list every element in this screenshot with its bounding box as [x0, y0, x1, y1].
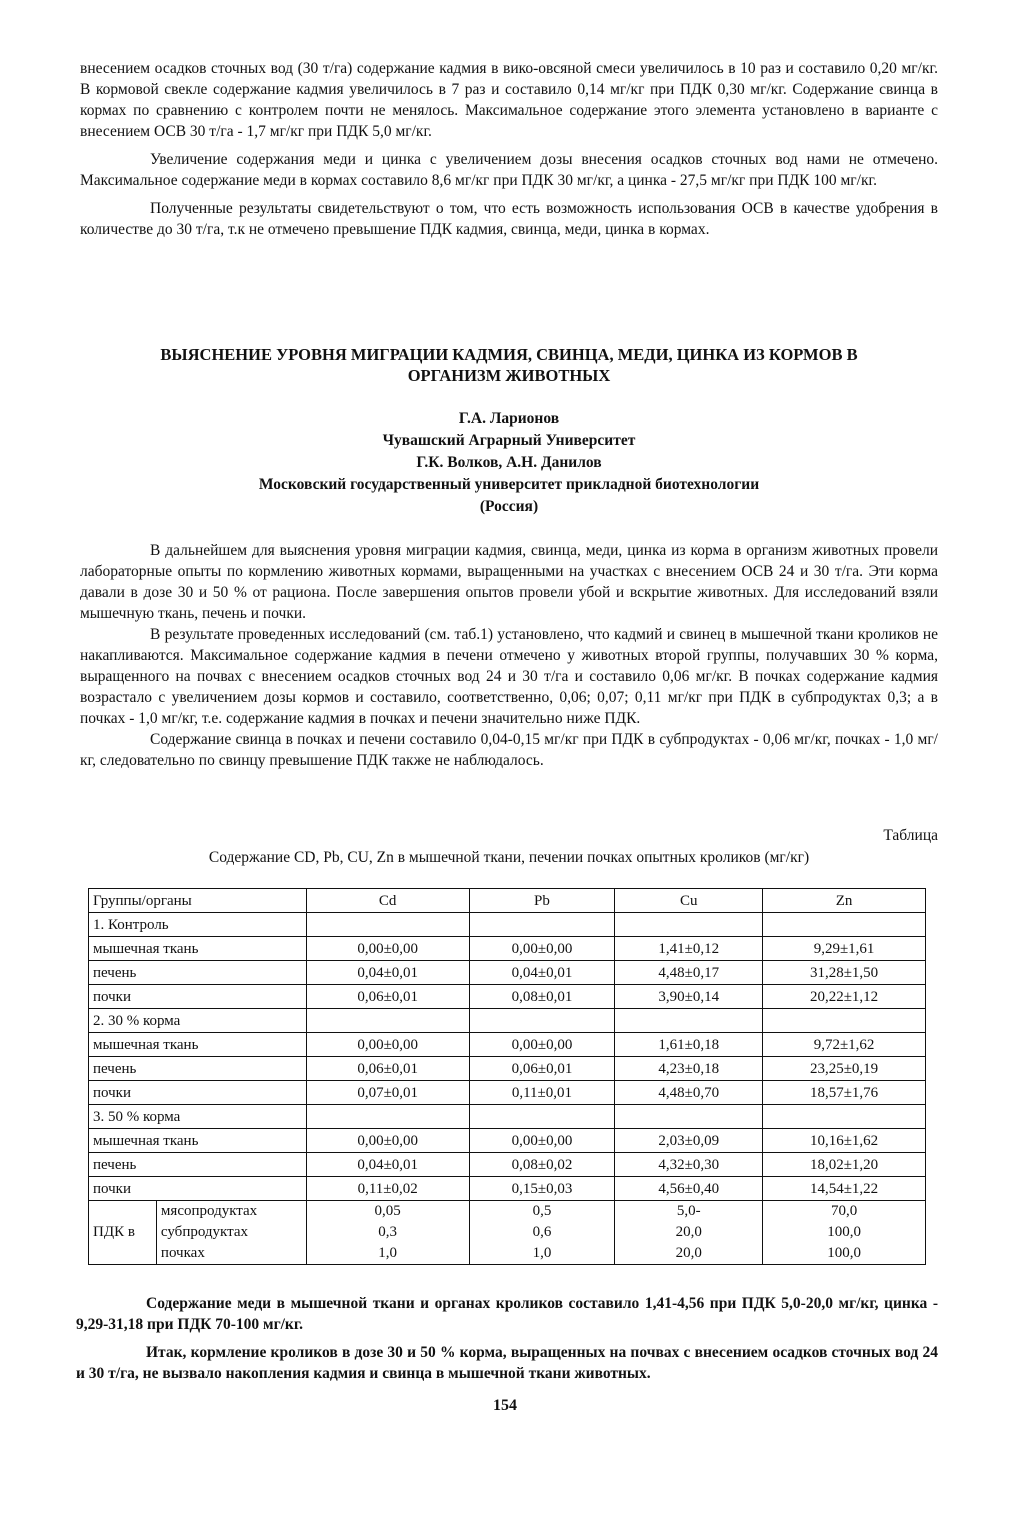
organ-label: печень — [89, 961, 307, 985]
empty-cell — [763, 913, 926, 937]
pdk-values — [763, 1201, 926, 1265]
value-cell: 9,72±1,62 — [763, 1033, 926, 1057]
column-header: Группы/органы — [89, 889, 307, 913]
pdk-label: ПДК в — [89, 1201, 157, 1265]
organ-label: мышечная ткань — [89, 1129, 307, 1153]
paragraph: Содержание свинца в почках и печени составило 0,04-0,15 мг/кг при ПДК в субпродуктах - 0,06 мг/кг, почках - 1,0 мг/кг, следовательно по свинцу превышение ПДК также не наблюдалось. — [80, 731, 938, 769]
paragraph: В результате проведенных исследований (см. таб.1) установлено, что кадмий и свинец в мышечной ткани кроликов не накапливаются. Максимальное содержание кадмия в печени отмечено у животных второй группы, получавших 30 % корма, выращенного на почвах с внесением осадков сточных вод 24 и 30 т/га и составило 0,06 мг/кг. В почках содержание кадмия возрастало с увеличением дозы кормов и составило, соответственно, 0,06; 0,07; 0,11 мг/кг при ПДК в субпродуктах 0,3; а в почках - 1,0 мг/кг, т.е. содержание кадмия в почках и печени значительно ниже ПДК. — [80, 626, 938, 727]
body-section — [80, 540, 938, 771]
column-header: Cu — [615, 889, 763, 913]
table-caption: Содержание CD, Pb, CU, Zn в мышечной ткани, печении почках опытных кроликов (мг/кг) — [208, 849, 810, 866]
pdk-value: 0,6 — [532, 1224, 552, 1240]
affiliation: Чувашский Аграрный Университет — [382, 432, 636, 449]
value-cell: 0,15±0,03 — [469, 1177, 615, 1201]
value-cell: 0,00±0,00 — [469, 1033, 615, 1057]
value-cell: 14,54±1,22 — [763, 1177, 926, 1201]
group-label: 1. Контроль — [89, 913, 307, 937]
paragraph: внесением осадков сточных вод (30 т/га) содержание кадмия в вико-овсяной смеси увеличилось в 10 раз и составило 0,20 мг/кг. В кормовой свекле содержание кадмия увеличилось в 7 раз и составило 0,14 мг/кг при ПДК 0,30 мг/кг. Содержание свинца в кормах по сравнению с контролем почти не менялось. Максимальное содержание этого элемента установлено в варианте с внесением ОСВ 30 т/га - 1,7 мг/кг при ПДК 5,0 мг/кг. — [80, 60, 938, 140]
table-label: Таблица — [883, 827, 938, 844]
table-header-row — [89, 889, 926, 913]
pdk-value: 5,0- — [676, 1203, 701, 1219]
pdk-values — [469, 1201, 615, 1265]
empty-cell — [469, 913, 615, 937]
paragraph: Увеличение содержания меди и цинка с увеличением дозы внесения осадков сточных вод нами не отмечено. Максимальное содержание меди в кормах составило 8,6 мг/кг при ПДК 30 мг/кг, а цинка - 27,5 мг/кг при ПДК 100 мг/кг. — [80, 151, 938, 189]
value-cell: 0,06±0,01 — [306, 1057, 469, 1081]
empty-cell — [306, 1009, 469, 1033]
pdk-sublabel: мясопродуктах — [160, 1203, 258, 1219]
table-row — [89, 1081, 926, 1105]
pdk-value: 20,0 — [675, 1245, 702, 1261]
empty-cell — [615, 913, 763, 937]
organ-label: печень — [89, 1153, 307, 1177]
pdk-value: 70,0 — [830, 1203, 858, 1219]
table-row — [89, 1057, 926, 1081]
pdk-row — [89, 1201, 926, 1265]
organ-label: почки — [89, 1081, 307, 1105]
column-header: Zn — [763, 889, 926, 913]
empty-cell — [763, 1105, 926, 1129]
paragraph: Содержание меди в мышечной ткани и органах кроликов составило 1,41-4,56 при ПДК 5,0-20,0 мг/кг, цинка - 9,29-31,18 при ПДК 70-100 мг/кг. — [76, 1295, 938, 1333]
table-row — [89, 1033, 926, 1057]
empty-cell — [763, 1009, 926, 1033]
value-cell: 0,11±0,02 — [306, 1177, 469, 1201]
pdk-values — [615, 1201, 763, 1265]
pdk-value: 1,0 — [532, 1245, 552, 1261]
value-cell: 4,48±0,17 — [615, 961, 763, 985]
pdk-value: 0,5 — [532, 1203, 552, 1219]
author-name: Г.К. Волков, А.Н. Данилов — [416, 454, 602, 471]
pdk-value: 100,0 — [827, 1245, 861, 1261]
table-row — [89, 1153, 926, 1177]
empty-cell — [306, 1105, 469, 1129]
paragraph: Итак, кормление кроликов в дозе 30 и 50 % корма, выращенных на почвах с внесением осадков сточных вод 24 и 30 т/га, не вызвало накопления кадмия и свинца в мышечной ткани животных. — [76, 1344, 938, 1382]
value-cell: 18,02±1,20 — [763, 1153, 926, 1177]
pdk-value: 20,0 — [675, 1224, 702, 1240]
authors-block — [80, 408, 938, 518]
empty-cell — [469, 1009, 615, 1033]
value-cell: 1,41±0,12 — [615, 937, 763, 961]
organ-label: почки — [89, 1177, 307, 1201]
pdk-value: 100,0 — [827, 1224, 861, 1240]
table-row — [89, 985, 926, 1009]
value-cell: 0,06±0,01 — [306, 985, 469, 1009]
organ-label: мышечная ткань — [89, 937, 307, 961]
affiliation: Московский государственный университет прикладной биотехнологии — [258, 476, 760, 493]
value-cell: 0,00±0,00 — [306, 1033, 469, 1057]
organ-label: печень — [89, 1057, 307, 1081]
value-cell: 31,28±1,50 — [763, 961, 926, 985]
conclusion-section — [76, 1293, 938, 1384]
country: (Россия) — [479, 498, 539, 515]
value-cell: 3,90±0,14 — [615, 985, 763, 1009]
value-cell: 4,56±0,40 — [615, 1177, 763, 1201]
value-cell: 0,00±0,00 — [469, 1129, 615, 1153]
pdk-sublabel: субпродуктах — [160, 1224, 249, 1240]
table-row — [89, 1177, 926, 1201]
author-name: Г.А. Ларионов — [458, 410, 560, 427]
table-row — [89, 961, 926, 985]
value-cell: 0,00±0,00 — [469, 937, 615, 961]
value-cell: 0,08±0,01 — [469, 985, 615, 1009]
value-cell: 0,00±0,00 — [306, 1129, 469, 1153]
value-cell: 0,11±0,01 — [469, 1081, 615, 1105]
value-cell: 9,29±1,61 — [763, 937, 926, 961]
value-cell: 18,57±1,76 — [763, 1081, 926, 1105]
value-cell: 10,16±1,62 — [763, 1129, 926, 1153]
pdk-value: 0,3 — [378, 1224, 398, 1240]
article-title: ВЫЯСНЕНИЕ УРОВНЯ МИГРАЦИИ КАДМИЯ, СВИНЦА, МЕДИ, ЦИНКА ИЗ КОРМОВ В ОРГАНИЗМ ЖИВОТНЫХ — [160, 345, 858, 385]
page-number: 154 — [493, 1397, 517, 1414]
column-header: Pb — [469, 889, 615, 913]
table-group-row — [89, 1105, 926, 1129]
pdk-sublabel: почках — [160, 1245, 205, 1261]
intro-section — [80, 58, 938, 240]
value-cell: 0,04±0,01 — [469, 961, 615, 985]
column-header: Cd — [306, 889, 469, 913]
value-cell: 0,06±0,01 — [469, 1057, 615, 1081]
value-cell: 2,03±0,09 — [615, 1129, 763, 1153]
data-table — [88, 888, 926, 1265]
value-cell: 4,32±0,30 — [615, 1153, 763, 1177]
table-row — [89, 1129, 926, 1153]
group-label: 3. 50 % корма — [89, 1105, 307, 1129]
empty-cell — [469, 1105, 615, 1129]
value-cell: 23,25±0,19 — [763, 1057, 926, 1081]
value-cell: 0,08±0,02 — [469, 1153, 615, 1177]
paragraph: В дальнейшем для выяснения уровня миграции кадмия, свинца, меди, цинка из корма в организм животных провели лабораторные опыты по кормлению животных кормами, выращенными на участках с внесением ОСВ 24 и 30 т/га. Эти корма давали в дозе 30 и 50 % от рациона. После завершения опытов провели убой и вскрытие животных. Для исследований взяли мышечную ткань, печень и почки. — [80, 542, 938, 622]
value-cell: 20,22±1,12 — [763, 985, 926, 1009]
table-group-row — [89, 1009, 926, 1033]
value-cell: 1,61±0,18 — [615, 1033, 763, 1057]
value-cell: 0,04±0,01 — [306, 1153, 469, 1177]
value-cell: 4,48±0,70 — [615, 1081, 763, 1105]
table-group-row — [89, 913, 926, 937]
empty-cell — [615, 1009, 763, 1033]
organ-label: мышечная ткань — [89, 1033, 307, 1057]
group-label: 2. 30 % корма — [89, 1009, 307, 1033]
paragraph: Полученные результаты свидетельствуют о том, что есть возможность использования ОСВ в качестве удобрения в количестве до 30 т/га, т.к не отмечено превышение ПДК кадмия, свинца, меди, цинка в кормах. — [80, 200, 938, 238]
pdk-sublabels — [156, 1201, 306, 1265]
organ-label: почки — [89, 985, 307, 1009]
pdk-values — [306, 1201, 469, 1265]
pdk-value: 0,05 — [374, 1203, 401, 1219]
empty-cell — [306, 913, 469, 937]
value-cell: 0,04±0,01 — [306, 961, 469, 985]
value-cell: 0,00±0,00 — [306, 937, 469, 961]
value-cell: 4,23±0,18 — [615, 1057, 763, 1081]
value-cell: 0,07±0,01 — [306, 1081, 469, 1105]
empty-cell — [615, 1105, 763, 1129]
table-row — [89, 937, 926, 961]
pdk-value: 1,0 — [378, 1245, 398, 1261]
